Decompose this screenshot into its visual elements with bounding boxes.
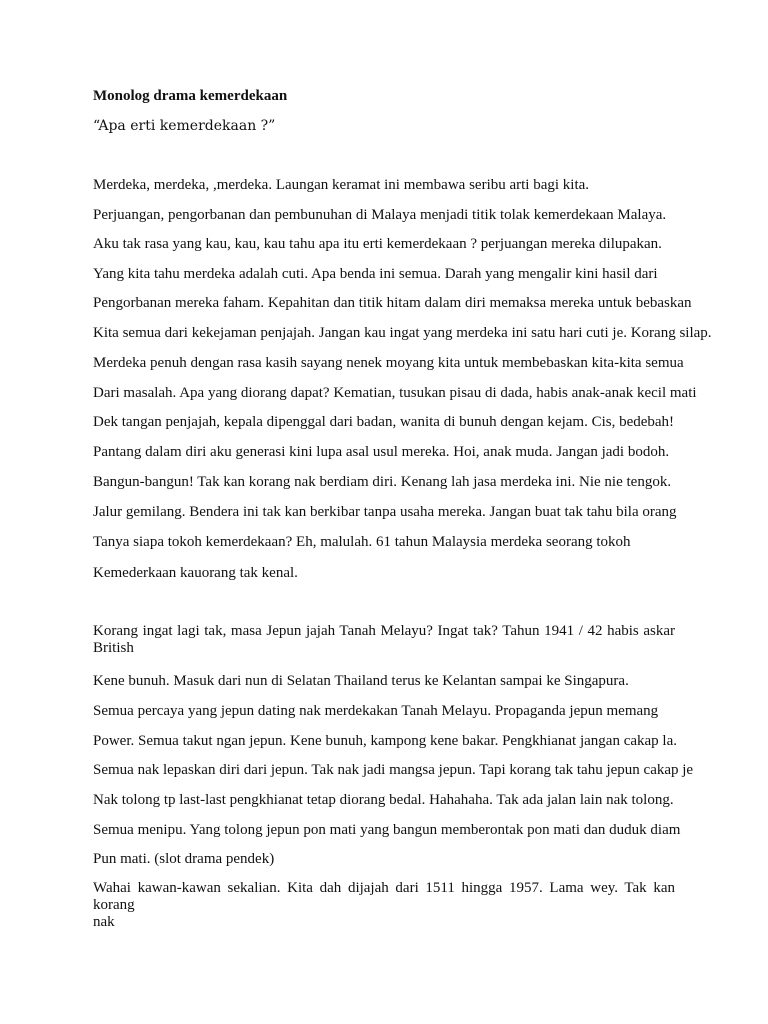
paragraph-line: Kene bunuh. Masuk dari nun di Selatan Thailand terus ke Kelantan sampai ke Singapura.	[93, 673, 629, 689]
paragraph-line: Dek tangan penjajah, kepala dipenggal dari badan, wanita di bunuh dengan kejam. Cis, bedebah!	[93, 414, 675, 430]
document-subtitle: “Apa erti kemerdekaan ?”	[93, 118, 276, 134]
paragraph-line: Merdeka, merdeka, ,merdeka. Laungan keramat ini membawa seribu arti bagi kita.	[93, 177, 590, 193]
paragraph-line: Tanya siapa tokoh kemerdekaan? Eh, malulah. 61 tahun Malaysia merdeka seorang tokoh	[93, 534, 631, 550]
paragraph-line: Pantang dalam diri aku generasi kini lupa asal usul mereka. Hoi, anak muda. Jangan jadi bodoh.	[93, 444, 670, 460]
paragraph-justified	[93, 880, 675, 931]
paragraph-line: Perjuangan, pengorbanan dan pembunuhan di Malaya menjadi titik tolak kemerdekaan Malaya.	[93, 207, 667, 223]
paragraph-justified	[93, 623, 675, 657]
paragraph-line: Yang kita tahu merdeka adalah cuti. Apa benda ini semua. Darah yang mengalir kini hasil dari	[93, 266, 658, 282]
paragraph-line-wrap: British	[93, 640, 134, 656]
paragraph-line-wrap: nak	[93, 914, 115, 930]
paragraph-line: Bangun-bangun! Tak kan korang nak berdiam diri. Kenang lah jasa merdeka ini. Nie nie tengok.	[93, 474, 672, 490]
paragraph-line: Semua nak lepaskan diri dari jepun. Tak nak jadi mangsa jepun. Tapi korang tak tahu jepun cakap je	[93, 762, 694, 778]
paragraph-line: Nak tolong tp last-last pengkhianat tetap diorang bedal. Hahahaha. Tak ada jalan lain nak tolong.	[93, 792, 674, 808]
paragraph-line: Pun mati. (slot drama pendek)	[93, 851, 275, 867]
document-title: Monolog drama kemerdekaan	[93, 88, 288, 104]
paragraph-line: Aku tak rasa yang kau, kau, kau tahu apa itu erti kemerdekaan ? perjuangan mereka dilupakan.	[93, 236, 662, 252]
paragraph-line: Dari masalah. Apa yang diorang dapat? Kematian, tusukan pisau di dada, habis anak-anak kecil mati	[93, 385, 697, 401]
paragraph-line: Jalur gemilang. Bendera ini tak kan berkibar tanpa usaha mereka. Jangan buat tak tahu bila orang	[93, 504, 677, 520]
paragraph-line: Kita semua dari kekejaman penjajah. Jangan kau ingat yang merdeka ini satu hari cuti je. Korang silap.	[93, 325, 712, 341]
paragraph-line: Semua menipu. Yang tolong jepun pon mati yang bangun memberontak pon mati dan duduk diam	[93, 822, 681, 838]
paragraph-line: Korang ingat lagi tak, masa Jepun jajah Tanah Melayu? Ingat tak? Tahun 1941 / 42 habis askar	[93, 623, 675, 639]
paragraph-line: Kemederkaan kauorang tak kenal.	[93, 565, 298, 581]
paragraph-line: Pengorbanan mereka faham. Kepahitan dan titik hitam dalam diri memaksa mereka untuk bebaskan	[93, 295, 692, 311]
paragraph-line: Power. Semua takut ngan jepun. Kene bunuh, kampong kene bakar. Pengkhianat jangan cakap la.	[93, 733, 678, 749]
paragraph-line: Semua percaya yang jepun dating nak merdekakan Tanah Melayu. Propaganda jepun memang	[93, 703, 659, 719]
paragraph-line: Wahai kawan-kawan sekalian. Kita dah dijajah dari 1511 hingga 1957. Lama wey. Tak kan korang	[93, 880, 675, 913]
paragraph-line: Merdeka penuh dengan rasa kasih sayang nenek moyang kita untuk membebaskan kita-kita semua	[93, 355, 684, 371]
